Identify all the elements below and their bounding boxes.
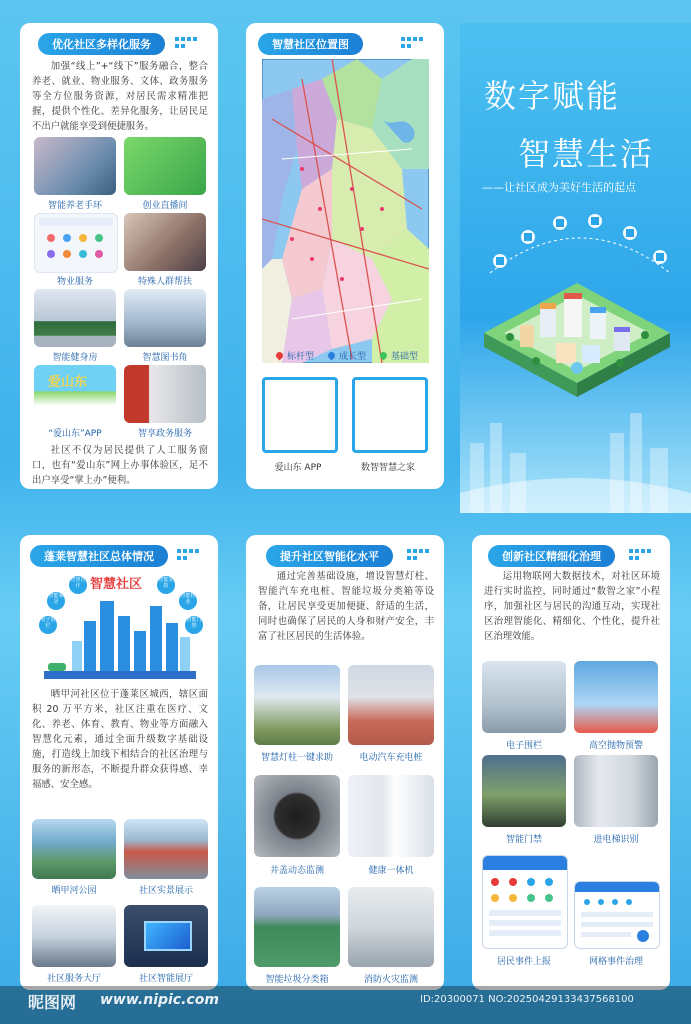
- app-grid-graphic: [35, 214, 117, 272]
- qr-label: 爱山东 APP: [274, 463, 322, 473]
- phone-screen-event-report: [482, 855, 568, 949]
- phone-ui-graphic: [575, 882, 659, 948]
- caption: 智能养老手环: [47, 201, 102, 211]
- photo-electronic-fence: [482, 661, 566, 733]
- phone-screen-grid-governance: [574, 881, 660, 949]
- caption: 消防火灾监测: [363, 975, 418, 985]
- outro-paragraph: 社区不仅为居民提供了人工服务窗口，也有“爱山东”网上办事体验区，足不出户享受“掌上办”便利。: [32, 445, 208, 486]
- caption: 社区实景展示: [138, 886, 193, 896]
- caption: 网格事件治理: [588, 957, 643, 967]
- pixel-decoration: [400, 36, 424, 50]
- photo-elderly-bracelet: [34, 137, 116, 195]
- caption: 智慧图书角: [142, 353, 188, 363]
- caption: 电动汽车充电桩: [359, 753, 423, 763]
- legend-item-benchmark: [276, 349, 314, 362]
- photo-manhole-monitor: [254, 775, 340, 857]
- panel-diverse-services: [20, 23, 218, 489]
- photo-live-studio: [124, 137, 206, 195]
- cover-title-line1: 数字赋能: [484, 77, 621, 115]
- watermark-id: ID:20300071 NO:20250429133437568100: [420, 994, 634, 1005]
- graphic-title: 智慧社区: [90, 577, 143, 592]
- caption: 智能门禁: [505, 835, 542, 845]
- photo-elevator-recognition: [574, 755, 658, 827]
- graphic-bubble: 智能家居: [48, 593, 64, 605]
- watermark-logo: 昵图网: [28, 993, 77, 1012]
- photo-aishandong-app: [34, 365, 116, 423]
- caption: 智享政务服务: [137, 429, 192, 439]
- caption: 智能健身房: [52, 353, 98, 363]
- caption: 智慧灯柱一键求助: [260, 753, 333, 763]
- pixel-decoration: [176, 548, 200, 562]
- panel-intelligence-level: [246, 535, 444, 990]
- caption: 居民事件上报: [496, 957, 551, 967]
- legend-label: 标杆型: [287, 352, 315, 362]
- caption: 晒甲河公园: [51, 886, 97, 896]
- caption: 进电梯识别: [593, 835, 639, 845]
- photo-smart-lamp: [254, 665, 340, 745]
- panel-header-label: 优化社区多样化服务: [38, 33, 165, 55]
- photo-special-care: [124, 213, 206, 271]
- graphic-bubble: 智能安防: [158, 577, 174, 589]
- caption: 智能垃圾分类箱: [265, 975, 329, 985]
- pixel-decoration: [406, 548, 430, 562]
- legend-label: 成长型: [339, 352, 367, 362]
- photo-smart-access: [482, 755, 566, 827]
- caption: 社区服务大厅: [46, 974, 101, 984]
- photo-smart-exhibition: [124, 905, 208, 967]
- cover-title-line2: 智慧生活: [518, 135, 655, 173]
- photo-service-hall: [32, 905, 116, 967]
- pin-icon: [379, 351, 389, 361]
- graphic-bubble: 智慧医疗: [70, 577, 86, 589]
- phone-ui-graphic: [483, 856, 567, 948]
- qr-code-aishandong[interactable]: [262, 377, 338, 453]
- intro-paragraph: 加强“线上”+“线下”服务融合，整合养老、就业、物业服务、文体、政务服务等全方位服务资源，对居民需求精准把握，提供个性化、差异化服务，让居民足不出户就能享受到便捷服务。: [32, 61, 208, 132]
- district-map: [262, 59, 429, 363]
- isometric-city-illustration: [480, 273, 675, 423]
- caption: “爱山东”APP: [48, 429, 102, 439]
- screen-graphic: [144, 921, 192, 951]
- pin-icon: [327, 351, 337, 361]
- panel-header-label: 蓬莱智慧社区总体情况: [30, 545, 168, 567]
- legend-item-growth: [328, 349, 366, 362]
- panel-header-label: 提升社区智能化水平: [266, 545, 393, 567]
- intelligence-paragraph: 通过完善基础设施，增设智慧灯柱、智能汽车充电桩、智能垃圾分类箱等设备，让居民享受更加便捷、舒适的生活，同时也确保了居民的人身和财产安全，丰富了社区居民的生活体验。: [258, 571, 434, 642]
- overview-paragraph: 晒甲河社区位于蓬莱区城西，辖区面积 20 万平方米，社区注重在医疗、文化、养老、体育、教育、物业等方面融入智慧化元素，通过全面升级数字基础设施，打造线上加线下相结合的社区治理与服务的新形态，不断提升群众获得感、幸福感、安全感。: [32, 689, 208, 790]
- photo-falling-object-alert: [574, 661, 658, 733]
- caption: 物业服务: [56, 277, 93, 287]
- photo-ev-charger: [348, 665, 434, 745]
- panel-community-overview: [20, 535, 218, 990]
- photo-library-corner: [124, 289, 206, 347]
- photo-property-app: [34, 213, 118, 273]
- governance-paragraph: 运用物联网大数据技术，对社区环境进行实时监控，同时通过“数智之家”小程序，加强社区与居民的沟通互动，实现社区治理智能化、精细化、个性化，提升社区治理效能。: [484, 571, 660, 642]
- photo-gov-service: [124, 365, 206, 423]
- photo-park: [32, 819, 116, 879]
- photo-fire-monitor: [348, 887, 434, 967]
- legend-item-basic: [380, 349, 418, 362]
- graphic-bubble: 智能物业: [180, 593, 196, 605]
- panel-header-label: 智慧社区位置图: [258, 33, 363, 55]
- pin-icon: [275, 351, 285, 361]
- qr-label: 数智智慧之家: [360, 463, 415, 473]
- cover-subtitle: ——让社区成为美好生活的起点: [482, 181, 636, 194]
- photo-gym: [34, 289, 116, 347]
- pixel-decoration: [174, 36, 198, 50]
- skyline-background: [460, 403, 691, 513]
- caption: 健康一体机: [368, 866, 414, 876]
- qr-code-smart-home[interactable]: [352, 377, 428, 453]
- panel-location-map: [246, 23, 444, 489]
- legend-label: 基础型: [391, 352, 419, 362]
- caption: 创业直播间: [142, 201, 188, 211]
- panel-fine-governance: [472, 535, 670, 990]
- caption: 社区智能展厅: [138, 974, 193, 984]
- app-banner-text: 爱山东: [48, 375, 88, 390]
- panel-header-label: 创新社区精细化治理: [488, 545, 615, 567]
- watermark-site: www.nipic.com: [100, 992, 219, 1008]
- photo-health-kiosk: [348, 775, 434, 857]
- photo-community-view: [124, 819, 208, 879]
- caption: 井盖动态监测: [269, 866, 324, 876]
- graphic-bubble: 智能门禁: [186, 617, 202, 629]
- cover-panel: [460, 23, 691, 513]
- photo-waste-sorting: [254, 887, 340, 967]
- pixel-decoration: [628, 548, 652, 562]
- caption: 高空抛物预警: [588, 741, 643, 751]
- graphic-bubble: 电子围栏: [40, 617, 56, 629]
- caption: 电子围栏: [505, 741, 542, 751]
- caption: 特殊人群帮扶: [137, 277, 192, 287]
